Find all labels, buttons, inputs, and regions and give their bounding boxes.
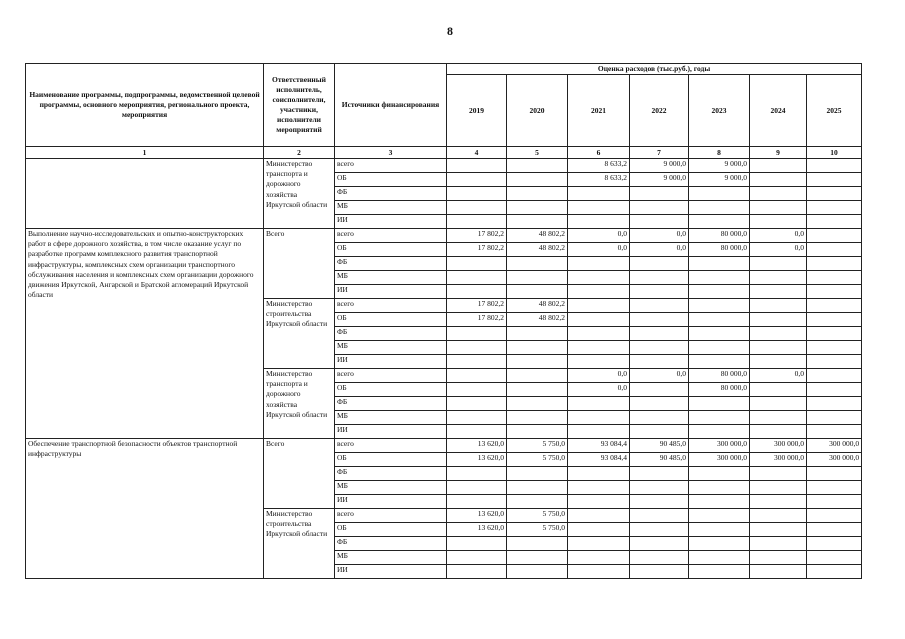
amount-cell: 80 000,0 (689, 369, 750, 383)
amount-cell (447, 565, 507, 579)
amount-cell (689, 215, 750, 229)
amount-cell (507, 495, 568, 509)
amount-cell (750, 495, 807, 509)
amount-cell (568, 271, 630, 285)
amount-cell: 48 802,2 (507, 299, 568, 313)
header-year: 2020 (507, 75, 568, 147)
amount-cell (807, 383, 862, 397)
amount-cell (689, 565, 750, 579)
column-number: 7 (630, 147, 689, 159)
amount-cell (507, 285, 568, 299)
amount-cell (750, 327, 807, 341)
amount-cell (568, 285, 630, 299)
amount-cell (630, 481, 689, 495)
funding-source-cell: ОБ (335, 453, 447, 467)
amount-cell (507, 173, 568, 187)
amount-cell: 300 000,0 (807, 453, 862, 467)
amount-cell (447, 383, 507, 397)
amount-cell (750, 551, 807, 565)
amount-cell (807, 285, 862, 299)
amount-cell (507, 467, 568, 481)
funding-source-cell: ИИ (335, 215, 447, 229)
column-number: 3 (335, 147, 447, 159)
amount-cell (447, 159, 507, 173)
amount-cell (568, 565, 630, 579)
amount-cell (507, 481, 568, 495)
amount-cell (750, 467, 807, 481)
funding-source-cell: ОБ (335, 313, 447, 327)
amount-cell (689, 201, 750, 215)
amount-cell (568, 481, 630, 495)
amount-cell (807, 271, 862, 285)
amount-cell (507, 257, 568, 271)
amount-cell (568, 327, 630, 341)
amount-cell (689, 313, 750, 327)
table-body (26, 159, 862, 579)
amount-cell (750, 341, 807, 355)
amount-cell (630, 341, 689, 355)
amount-cell (807, 355, 862, 369)
amount-cell: 17 802,2 (447, 299, 507, 313)
amount-cell: 0,0 (568, 243, 630, 257)
amount-cell (447, 551, 507, 565)
amount-cell (630, 271, 689, 285)
amount-cell (750, 159, 807, 173)
amount-cell (507, 565, 568, 579)
column-number: 6 (568, 147, 630, 159)
amount-cell (630, 509, 689, 523)
amount-cell (750, 173, 807, 187)
amount-cell: 0,0 (568, 369, 630, 383)
amount-cell (447, 537, 507, 551)
executor-cell: Министерство транспорта и дорожного хозяйства Иркутской области (264, 369, 335, 439)
amount-cell (807, 481, 862, 495)
amount-cell: 300 000,0 (807, 439, 862, 453)
amount-cell (507, 355, 568, 369)
header-year: 2023 (689, 75, 750, 147)
column-number: 10 (807, 147, 862, 159)
amount-cell (689, 411, 750, 425)
funding-source-cell: ИИ (335, 565, 447, 579)
amount-cell (750, 187, 807, 201)
executor-cell: Министерство строительства Иркутской области (264, 299, 335, 369)
funding-source-cell: МБ (335, 341, 447, 355)
amount-cell (568, 509, 630, 523)
amount-cell (750, 397, 807, 411)
amount-cell (507, 425, 568, 439)
amount-cell (807, 537, 862, 551)
amount-cell (507, 187, 568, 201)
funding-source-cell: ФБ (335, 187, 447, 201)
column-number: 4 (447, 147, 507, 159)
funding-source-cell: всего (335, 369, 447, 383)
amount-cell: 0,0 (750, 369, 807, 383)
amount-cell (447, 397, 507, 411)
amount-cell (507, 411, 568, 425)
amount-cell: 93 084,4 (568, 439, 630, 453)
amount-cell: 0,0 (630, 229, 689, 243)
amount-cell (750, 537, 807, 551)
amount-cell (807, 187, 862, 201)
amount-cell (807, 425, 862, 439)
amount-cell (568, 523, 630, 537)
amount-cell (630, 425, 689, 439)
header-name-column: Наименование программы, подпрограммы, ведомственной целевой программы, основного мероприятия, регионального проекта, мероприятия (26, 64, 264, 147)
amount-cell (807, 299, 862, 313)
amount-cell (750, 271, 807, 285)
amount-cell (689, 327, 750, 341)
amount-cell (689, 187, 750, 201)
amount-cell (689, 397, 750, 411)
activity-name-cell: Выполнение научно-исследовательских и опытно-конструкторских работ в сфере дорожного хозяйства, в том числе оказание услуг по разработке программ комплексного развития транспортной инфраструктуры, комплексных схем организации транспортного обслуживания населения и комплексных схем организации дорожного движения Иркутской, Ангарской и Братской агломераций Иркутской области (26, 229, 264, 439)
amount-cell: 80 000,0 (689, 383, 750, 397)
amount-cell (630, 397, 689, 411)
amount-cell (447, 425, 507, 439)
amount-cell (507, 271, 568, 285)
amount-cell (447, 271, 507, 285)
amount-cell (689, 551, 750, 565)
amount-cell (807, 327, 862, 341)
amount-cell (630, 383, 689, 397)
amount-cell (689, 509, 750, 523)
amount-cell (807, 495, 862, 509)
amount-cell (807, 159, 862, 173)
amount-cell (630, 495, 689, 509)
amount-cell: 9 000,0 (630, 159, 689, 173)
amount-cell (807, 229, 862, 243)
amount-cell (750, 299, 807, 313)
amount-cell (750, 523, 807, 537)
amount-cell: 48 802,2 (507, 243, 568, 257)
funding-source-cell: ИИ (335, 425, 447, 439)
amount-cell (568, 215, 630, 229)
amount-cell: 9 000,0 (689, 159, 750, 173)
amount-cell (447, 173, 507, 187)
amount-cell (568, 341, 630, 355)
amount-cell (630, 411, 689, 425)
amount-cell: 80 000,0 (689, 229, 750, 243)
amount-cell (507, 201, 568, 215)
amount-cell: 13 620,0 (447, 523, 507, 537)
amount-cell (630, 257, 689, 271)
amount-cell (750, 355, 807, 369)
amount-cell (507, 327, 568, 341)
funding-source-cell: МБ (335, 551, 447, 565)
funding-source-cell: МБ (335, 201, 447, 215)
funding-source-cell: ФБ (335, 257, 447, 271)
amount-cell: 0,0 (568, 383, 630, 397)
header-cost-group: Оценка расходов (тыс.руб.), годы (447, 64, 862, 75)
amount-cell: 300 000,0 (689, 439, 750, 453)
amount-cell: 0,0 (750, 229, 807, 243)
amount-cell (750, 481, 807, 495)
amount-cell (807, 509, 862, 523)
amount-cell (807, 523, 862, 537)
amount-cell (568, 425, 630, 439)
amount-cell (568, 299, 630, 313)
executor-cell: Всего (264, 229, 335, 299)
header-year: 2021 (568, 75, 630, 147)
amount-cell (750, 201, 807, 215)
amount-cell (689, 299, 750, 313)
amount-cell (807, 397, 862, 411)
funding-source-cell: ФБ (335, 397, 447, 411)
amount-cell: 0,0 (630, 369, 689, 383)
activity-name-cell (26, 159, 264, 229)
header-year: 2022 (630, 75, 689, 147)
amount-cell: 80 000,0 (689, 243, 750, 257)
amount-cell (507, 159, 568, 173)
table-row (26, 439, 862, 453)
amount-cell (750, 411, 807, 425)
amount-cell (807, 411, 862, 425)
amount-cell (807, 243, 862, 257)
amount-cell (447, 411, 507, 425)
amount-cell (568, 201, 630, 215)
amount-cell: 17 802,2 (447, 243, 507, 257)
header-executor-column: Ответственный исполнитель, соисполнители, участники, исполнители мероприятий (264, 64, 335, 147)
column-number: 1 (26, 147, 264, 159)
header-source-column: Источники финансирования (335, 64, 447, 147)
amount-cell (507, 537, 568, 551)
amount-cell: 0,0 (568, 229, 630, 243)
amount-cell: 13 620,0 (447, 453, 507, 467)
amount-cell (630, 187, 689, 201)
amount-cell (568, 187, 630, 201)
amount-cell (750, 425, 807, 439)
amount-cell (807, 257, 862, 271)
funding-source-cell: ИИ (335, 495, 447, 509)
amount-cell (568, 537, 630, 551)
amount-cell (630, 327, 689, 341)
amount-cell: 90 485,0 (630, 453, 689, 467)
amount-cell (689, 285, 750, 299)
amount-cell: 0,0 (750, 243, 807, 257)
funding-source-cell: ИИ (335, 355, 447, 369)
amount-cell (807, 173, 862, 187)
header-year: 2019 (447, 75, 507, 147)
funding-source-cell: всего (335, 159, 447, 173)
amount-cell: 17 802,2 (447, 229, 507, 243)
amount-cell: 93 084,4 (568, 453, 630, 467)
funding-source-cell: МБ (335, 271, 447, 285)
amount-cell (507, 341, 568, 355)
amount-cell (689, 537, 750, 551)
amount-cell: 9 000,0 (689, 173, 750, 187)
amount-cell (750, 383, 807, 397)
funding-source-cell: всего (335, 439, 447, 453)
funding-source-cell: ОБ (335, 173, 447, 187)
amount-cell: 8 633,2 (568, 159, 630, 173)
amount-cell (630, 285, 689, 299)
executor-cell: Всего (264, 439, 335, 509)
amount-cell: 13 620,0 (447, 439, 507, 453)
column-number-row (26, 147, 862, 159)
amount-cell: 48 802,2 (507, 229, 568, 243)
funding-source-cell: всего (335, 229, 447, 243)
amount-cell (447, 187, 507, 201)
amount-cell (568, 355, 630, 369)
funding-source-cell: ИИ (335, 285, 447, 299)
amount-cell (507, 397, 568, 411)
amount-cell (750, 509, 807, 523)
amount-cell: 300 000,0 (689, 453, 750, 467)
amount-cell (750, 565, 807, 579)
amount-cell (447, 257, 507, 271)
amount-cell (568, 495, 630, 509)
funding-source-cell: ОБ (335, 523, 447, 537)
amount-cell (447, 355, 507, 369)
amount-cell (568, 257, 630, 271)
amount-cell (630, 537, 689, 551)
funding-source-cell: ФБ (335, 537, 447, 551)
amount-cell (689, 481, 750, 495)
amount-cell (507, 383, 568, 397)
amount-cell: 5 750,0 (507, 439, 568, 453)
budget-table (25, 63, 862, 579)
amount-cell: 48 802,2 (507, 313, 568, 327)
column-number: 5 (507, 147, 568, 159)
funding-source-cell: всего (335, 299, 447, 313)
amount-cell (807, 341, 862, 355)
amount-cell (689, 341, 750, 355)
amount-cell: 0,0 (630, 243, 689, 257)
amount-cell (630, 313, 689, 327)
amount-cell: 8 633,2 (568, 173, 630, 187)
amount-cell (689, 271, 750, 285)
amount-cell (630, 299, 689, 313)
amount-cell (807, 369, 862, 383)
funding-source-cell: ФБ (335, 467, 447, 481)
amount-cell (568, 397, 630, 411)
amount-cell: 9 000,0 (630, 173, 689, 187)
amount-cell (447, 215, 507, 229)
executor-cell: Министерство транспорта и дорожного хозяйства Иркутской области (264, 159, 335, 229)
header-year: 2024 (750, 75, 807, 147)
amount-cell (807, 565, 862, 579)
amount-cell (630, 467, 689, 481)
amount-cell (568, 467, 630, 481)
amount-cell (447, 285, 507, 299)
funding-source-cell: всего (335, 509, 447, 523)
amount-cell (807, 313, 862, 327)
amount-cell (689, 355, 750, 369)
amount-cell: 13 620,0 (447, 509, 507, 523)
amount-cell (447, 201, 507, 215)
amount-cell (568, 313, 630, 327)
amount-cell (807, 467, 862, 481)
amount-cell (630, 523, 689, 537)
amount-cell (568, 551, 630, 565)
amount-cell (507, 215, 568, 229)
amount-cell (807, 215, 862, 229)
column-number: 2 (264, 147, 335, 159)
amount-cell (750, 257, 807, 271)
amount-cell: 5 750,0 (507, 509, 568, 523)
amount-cell (447, 495, 507, 509)
amount-cell: 90 485,0 (630, 439, 689, 453)
amount-cell (750, 313, 807, 327)
amount-cell (750, 215, 807, 229)
amount-cell (447, 481, 507, 495)
amount-cell (689, 495, 750, 509)
executor-cell: Министерство строительства Иркутской области (264, 509, 335, 579)
amount-cell: 5 750,0 (507, 453, 568, 467)
amount-cell (630, 215, 689, 229)
amount-cell (807, 201, 862, 215)
amount-cell (507, 551, 568, 565)
column-number: 8 (689, 147, 750, 159)
table-row (26, 229, 862, 243)
funding-source-cell: МБ (335, 481, 447, 495)
amount-cell: 17 802,2 (447, 313, 507, 327)
amount-cell (689, 425, 750, 439)
amount-cell (750, 285, 807, 299)
amount-cell: 300 000,0 (750, 453, 807, 467)
header-year: 2025 (807, 75, 862, 147)
amount-cell (689, 257, 750, 271)
amount-cell (447, 369, 507, 383)
amount-cell (689, 467, 750, 481)
amount-cell: 300 000,0 (750, 439, 807, 453)
amount-cell (807, 551, 862, 565)
amount-cell (689, 523, 750, 537)
amount-cell (630, 355, 689, 369)
table-row (26, 159, 862, 173)
amount-cell (630, 201, 689, 215)
funding-source-cell: ОБ (335, 383, 447, 397)
amount-cell (447, 341, 507, 355)
funding-source-cell: ФБ (335, 327, 447, 341)
amount-cell (630, 565, 689, 579)
amount-cell (447, 467, 507, 481)
funding-source-cell: МБ (335, 411, 447, 425)
amount-cell (630, 551, 689, 565)
amount-cell: 5 750,0 (507, 523, 568, 537)
column-number: 9 (750, 147, 807, 159)
amount-cell (568, 411, 630, 425)
activity-name-cell: Обеспечение транспортной безопасности объектов транспортной инфраструктуры (26, 439, 264, 579)
amount-cell (447, 327, 507, 341)
page-number: 8 (447, 24, 453, 38)
amount-cell (507, 369, 568, 383)
funding-source-cell: ОБ (335, 243, 447, 257)
